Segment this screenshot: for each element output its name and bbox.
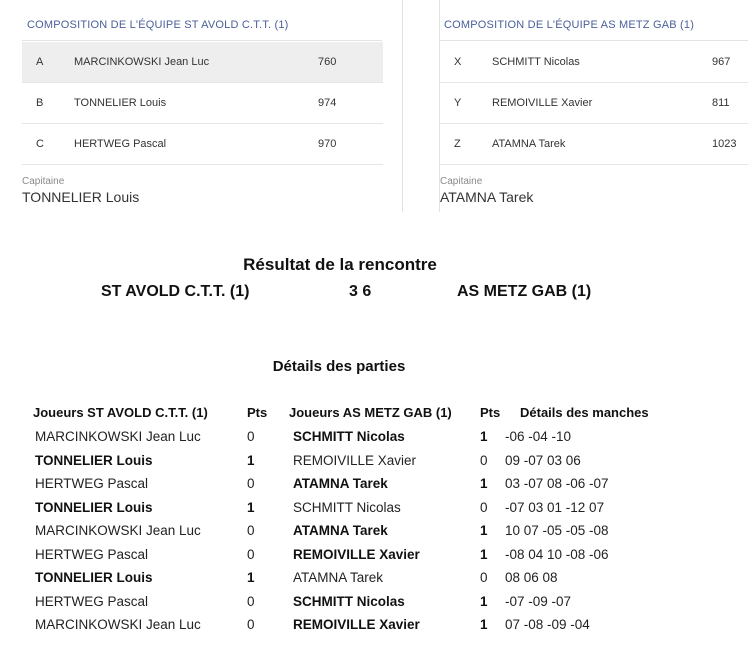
team-b-roster [440,42,748,165]
set-scores: 09 -07 03 06 [505,452,581,468]
game-row [0,617,752,640]
away-player-points: 0 [480,570,488,585]
game-row [0,429,752,452]
away-player-name: SCHMITT Nicolas [293,593,405,609]
game-row [0,523,752,546]
away-player-name: REMOIVILLE Xavier [293,546,420,562]
away-player-name: REMOIVILLE Xavier [293,617,420,632]
player-points: 760 [318,56,337,68]
game-row [0,500,752,523]
roster-row[interactable] [440,83,748,124]
away-player-name: SCHMITT Nicolas [293,499,401,515]
home-team-name: ST AVOLD C.T.T. (1) [101,283,250,300]
game-row [0,594,752,617]
home-player-name: MARCINKOWSKI Jean Luc [35,617,201,632]
team-b-panel [439,0,748,212]
player-points: 967 [712,56,731,68]
player-name[interactable]: TONNELIER Louis [74,97,167,109]
roster-row[interactable] [22,124,383,165]
set-scores: -06 -04 -10 [505,429,572,444]
away-player-name: ATAMNA Tarek [293,570,384,585]
header-home-points: Pts [247,405,268,420]
set-scores: 07 -08 -09 -04 [505,617,590,632]
away-player-points: 1 [480,617,488,632]
home-player-name: TONNELIER Louis [35,570,153,585]
player-name[interactable]: MARCINKOWSKI Jean Luc [74,56,210,68]
set-scores: -08 04 10 -08 -06 [505,546,609,562]
home-player-name: HERTWEG Pascal [35,593,149,609]
roster-row[interactable] [440,42,748,83]
home-player-points: 0 [247,523,255,538]
player-name[interactable]: REMOIVILLE Xavier [492,97,593,109]
team-a-roster [22,42,383,165]
home-player-points: 1 [247,499,255,515]
player-letter: B [36,97,44,109]
player-name[interactable]: ATAMNA Tarek [492,138,566,150]
home-player-points: 0 [247,593,255,609]
player-letter: X [454,56,462,68]
player-name[interactable]: SCHMITT Nicolas [492,56,580,68]
game-row [0,570,752,593]
game-row [0,547,752,570]
player-points: 1023 [712,138,737,150]
roster-row[interactable] [22,42,383,83]
game-row [0,453,752,476]
set-scores: -07 -09 -07 [505,593,572,609]
header-away-players: Joueurs AS METZ GAB (1) [289,405,452,420]
result-title: Résultat de la rencontre [243,255,437,274]
captain-label: Capitaine [440,176,483,187]
home-player-name: HERTWEG Pascal [35,476,149,491]
away-player-name: ATAMNA Tarek [293,476,388,491]
roster-row[interactable] [440,124,748,165]
set-scores: 10 07 -05 -05 -08 [505,523,609,538]
home-player-points: 0 [247,546,255,562]
header-away-points: Pts [480,405,501,420]
captain-name: ATAMNA Tarek [440,189,534,205]
player-name[interactable]: HERTWEG Pascal [74,138,167,150]
set-scores: -07 03 01 -12 07 [505,499,605,515]
away-player-points: 1 [480,476,488,491]
games-table-header [0,405,752,425]
team-a-panel [22,0,403,212]
team-b-title-divider [440,40,748,41]
player-letter: C [36,138,44,150]
home-player-points: 0 [247,476,255,491]
home-player-points: 0 [247,429,255,444]
player-letter: Y [454,97,462,109]
home-player-name: TONNELIER Louis [35,452,153,468]
captain-label: Capitaine [22,176,65,187]
player-letter: A [36,56,44,68]
match-score: 3 6 [349,283,372,300]
away-player-points: 1 [480,429,488,444]
team-a-title: COMPOSITION DE L'ÉQUIPE ST AVOLD C.T.T. (1) [27,19,289,31]
home-player-name: TONNELIER Louis [35,499,153,515]
player-letter: Z [454,138,461,150]
team-b-title: COMPOSITION DE L'ÉQUIPE AS METZ GAB (1) [444,19,695,31]
home-player-points: 1 [247,452,255,468]
away-player-points: 0 [480,452,488,468]
team-a-title-divider [22,40,382,41]
home-player-name: MARCINKOWSKI Jean Luc [35,429,201,444]
home-player-name: HERTWEG Pascal [35,546,149,562]
away-player-name: SCHMITT Nicolas [293,429,405,444]
header-home-players: Joueurs ST AVOLD C.T.T. (1) [33,405,208,420]
captain-name: TONNELIER Louis [22,189,140,205]
home-player-points: 0 [247,617,255,632]
header-set-details: Détails des manches [520,405,649,420]
away-player-points: 0 [480,499,488,515]
game-row [0,476,752,499]
player-points: 970 [318,138,337,150]
away-player-points: 1 [480,546,488,562]
set-scores: 03 -07 08 -06 -07 [505,476,609,491]
away-player-points: 1 [480,523,488,538]
player-points: 974 [318,97,337,109]
away-player-name: ATAMNA Tarek [293,523,388,538]
set-scores: 08 06 08 [505,570,558,585]
roster-row[interactable] [22,83,383,124]
away-player-name: REMOIVILLE Xavier [293,452,417,468]
away-team-name: AS METZ GAB (1) [457,283,592,300]
away-player-points: 1 [480,593,488,609]
home-player-name: MARCINKOWSKI Jean Luc [35,523,201,538]
player-points: 811 [712,97,730,109]
home-player-points: 1 [247,570,255,585]
details-title: Détails des parties [272,358,406,375]
